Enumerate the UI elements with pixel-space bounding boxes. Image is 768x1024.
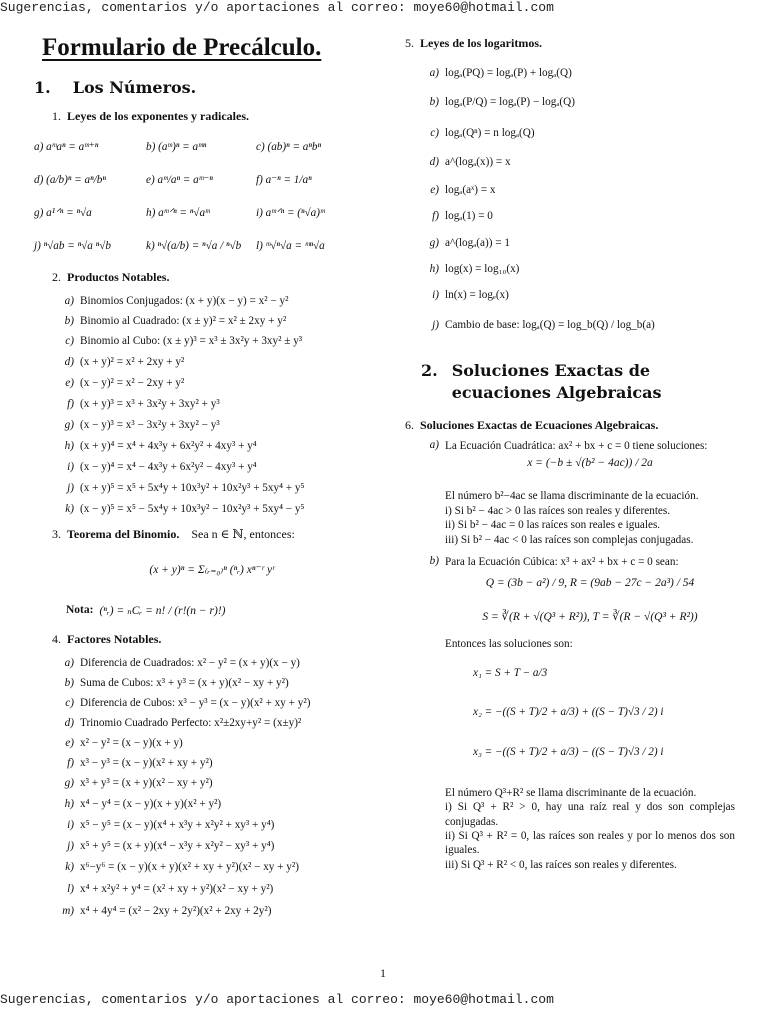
list-item <box>56 351 390 372</box>
item-formula: logₐ(1) = 0 <box>445 210 493 222</box>
subsection-number: 5. <box>405 36 414 50</box>
item-formula: x⁴ − y⁴ = (x − y)(x + y)(x² + y²) <box>80 797 222 810</box>
quadratic-case: iii) Si b² − 4ac < 0 las raíces son complejas conjugadas. <box>445 533 694 546</box>
list-item <box>56 835 390 856</box>
right-column <box>405 32 739 872</box>
item-formula: x² − y² = (x − y)(x + y) <box>80 737 183 749</box>
item-label: b) <box>429 555 439 568</box>
subsection-title: Leyes de los logaritmos. <box>420 36 542 50</box>
list-item <box>56 435 390 456</box>
cubic-case: iii) Si Q³ + R² < 0, las raíces son reales y diferentes. <box>445 858 677 871</box>
subsection-6-heading <box>405 418 739 433</box>
section-1-heading <box>34 78 390 97</box>
item-formula: Diferencia de Cubos: x³ − y³ = (x − y)(x² + xy + y²) <box>80 697 311 709</box>
subsection-number: 2. <box>52 270 61 284</box>
list-item <box>56 733 390 753</box>
item-label: g) <box>64 777 74 789</box>
item-formula: (x − y)⁴ = x⁴ − 4x³y + 6x²y² − 4xy³ + y⁴ <box>80 460 257 473</box>
item-formula: (x + y)⁴ = x⁴ + 4x³y + 6x²y² + 4xy³ + y⁴ <box>80 439 257 452</box>
list-item <box>421 203 739 229</box>
subsection-number: 6. <box>405 418 414 432</box>
notable-factors-list <box>56 653 390 922</box>
cubic-then: Entonces las soluciones son: <box>445 638 573 651</box>
list-item <box>56 331 390 351</box>
subsection-title: Productos Notables. <box>67 270 170 284</box>
subsection-4-heading <box>52 632 390 647</box>
subsection-title: Factores Notables. <box>67 632 162 646</box>
formula: j) ⁿ√ab = ⁿ√a ⁿ√b <box>34 239 111 252</box>
item-formula: x⁵ + y⁵ = (x + y)(x⁴ − x³y + x²y² − xy³ + y⁴) <box>80 839 275 852</box>
page-title: Formulario de Precálculo. <box>42 34 322 61</box>
quadratic-content <box>445 439 735 547</box>
item-formula: Cambio de base: logₐ(Q) = log_b(Q) / log_b(a) <box>445 319 655 331</box>
subsection-title: Leyes de los exponentes y radicales. <box>67 109 249 123</box>
formula: h) aᵐᐟⁿ = ⁿ√aᵐ <box>146 207 210 219</box>
item-label: a) <box>64 295 74 307</box>
item-formula: x⁶−y⁶ = (x − y)(x + y)(x² + xy + y²)(x² − xy + y²) <box>80 861 299 873</box>
item-formula: logₐ(Qⁿ) = n logₐ(Q) <box>445 127 535 139</box>
cubic-ST: S = ∛(R + √(Q³ + R²)), T = ∛(R − √(Q³ + R²)) <box>482 611 698 624</box>
item-label: d) <box>64 355 74 368</box>
log-laws-list <box>421 59 739 342</box>
list-item <box>56 773 390 793</box>
list-item <box>421 176 739 203</box>
item-formula: Binomio al Cuadrado: (x ± y)² = x² ± 2xy + y² <box>80 315 287 327</box>
cubic-x1: x₁ = S + T − a/3 <box>473 666 548 679</box>
formula: l) ᵐ√ⁿ√a = ᵐⁿ√a <box>256 239 325 252</box>
item-label: f) <box>67 397 74 410</box>
list-item <box>421 86 739 118</box>
subsection-title: Teorema del Binomio. <box>67 527 180 541</box>
quadratic-formula: x = (−b ± √(b² − 4ac)) / 2a <box>527 457 653 470</box>
item-label: l) <box>67 883 74 895</box>
subsection-number: 4. <box>52 632 61 646</box>
subsection-title: Soluciones Exactas de Ecuaciones Algebraicas. <box>420 418 659 432</box>
list-item <box>56 793 390 814</box>
item-formula: a^(logₐ(a)) = 1 <box>445 236 510 249</box>
item-label: m) <box>62 905 74 917</box>
formula: k) ⁿ√(a/b) = ⁿ√a / ⁿ√b <box>146 239 242 252</box>
binomial-formula: (x + y)ⁿ = Σ₍ᵣ₌₀₎ⁿ (ⁿᵣ) xⁿ⁻ʳ yʳ <box>149 564 275 576</box>
item-formula: log(x) = log₁₀(x) <box>445 263 520 275</box>
list-item <box>56 878 390 900</box>
list-item <box>56 498 390 519</box>
item-formula: (x + y)³ = x³ + 3x²y + 3xy² + y³ <box>80 397 220 410</box>
list-item <box>56 693 390 713</box>
item-label: b) <box>64 315 74 327</box>
item-label: d) <box>429 156 439 168</box>
item-label: h) <box>64 797 74 810</box>
formula: c) (ab)ⁿ = aⁿbⁿ <box>256 140 322 153</box>
cubic-block <box>421 555 739 872</box>
page-footer: Sugerencias, comentarios y/o aportaciones al correo: moye60@hotmail.com <box>0 992 554 1007</box>
list-item <box>56 291 390 311</box>
item-formula: Suma de Cubos: x³ + y³ = (x + y)(x² − xy + y²) <box>80 677 289 689</box>
item-label: f) <box>67 757 74 769</box>
item-label: d) <box>64 717 74 729</box>
item-formula: logₐ(P/Q) = logₐ(P) − logₐ(Q) <box>445 96 575 108</box>
list-item <box>56 814 390 835</box>
formula: i) aᵐᐟⁿ = (ⁿ√a)ᵐ <box>256 207 325 219</box>
list-item <box>421 59 739 86</box>
list-item <box>56 673 390 693</box>
cubic-note: El número Q³+R² se llama discriminante de la ecuación. <box>445 786 697 799</box>
list-item <box>56 372 390 393</box>
list-item <box>56 856 390 878</box>
item-formula: ln(x) = logₑ(x) <box>445 289 509 301</box>
cubic-case: i) Si Q³ + R² > 0, hay una raíz real y dos son complejas conjugadas. <box>445 801 735 828</box>
item-formula: (x − y)⁵ = x⁵ − 5x⁴y + 10x³y² − 10x²y³ + 5xy⁴ − y⁵ <box>80 502 305 515</box>
list-item <box>56 393 390 414</box>
list-item <box>56 713 390 733</box>
item-formula: (x + y)² = x² + 2xy + y² <box>80 355 185 368</box>
section-title: Soluciones Exactas de ecuaciones Algebraicas <box>451 361 662 402</box>
section-title: Los Números. <box>72 78 197 97</box>
note-label: Nota: <box>66 604 94 616</box>
subsection-1-heading <box>52 109 390 124</box>
quadratic-case: i) Si b² − 4ac > 0 las raíces son reales y diferentes. <box>445 504 671 517</box>
cubic-intro: Para la Ecuación Cúbica: x³ + ax² + bx + c = 0 sean: <box>445 556 679 569</box>
cubic-x3: x₃ = −((S + T)/2 + a/3) − ((S − T)√3 / 2) i <box>473 745 664 758</box>
item-label: g) <box>64 418 74 431</box>
exponent-laws-grid <box>34 130 390 262</box>
formula: g) a¹ᐟⁿ = ⁿ√a <box>34 207 92 219</box>
quadratic-intro: La Ecuación Cuadrática: ax² + bx + c = 0 tiene soluciones: <box>445 440 708 452</box>
list-item <box>421 308 739 342</box>
item-label: k) <box>65 502 74 515</box>
item-label: c) <box>65 697 74 709</box>
cubic-QR: Q = (3b − a²) / 9, R = (9ab − 27c − 2a³) / 54 <box>485 577 695 590</box>
list-item <box>56 753 390 773</box>
quadratic-note: El número b²−4ac se llama discriminante de la ecuación. <box>445 490 699 503</box>
list-item <box>56 456 390 477</box>
cubic-x2: x₂ = −((S + T)/2 + a/3) + ((S − T)√3 / 2) i <box>473 705 664 718</box>
list-item <box>421 229 739 256</box>
formula: b) (aᵐ)ⁿ = aᵐⁿ <box>146 140 207 153</box>
notable-products-list <box>56 291 390 519</box>
section-number: 1. <box>34 78 51 97</box>
subsection-5-heading <box>405 36 739 51</box>
item-formula: logₐ(aˣ) = x <box>445 183 496 196</box>
item-label: c) <box>430 127 439 139</box>
item-label: j) <box>432 319 439 331</box>
item-formula: x⁵ − y⁵ = (x − y)(x⁴ + x³y + x²y² + xy³ + y⁴) <box>80 818 275 831</box>
item-label: g) <box>429 236 439 249</box>
list-item <box>56 311 390 331</box>
list-item <box>421 282 739 308</box>
list-item <box>421 148 739 176</box>
item-formula: x³ + y³ = (x + y)(x² − xy + y²) <box>80 777 213 789</box>
item-label: i) <box>67 460 74 473</box>
item-label: i) <box>432 289 439 301</box>
subsection-3-heading <box>52 527 390 542</box>
item-label: b) <box>429 96 439 108</box>
item-label: j) <box>67 839 74 852</box>
item-formula: Diferencia de Cuadrados: x² − y² = (x + y)(x − y) <box>80 657 300 669</box>
binomial-intro: Sea n ∈ ℕ, entonces: <box>191 527 295 541</box>
section-number: 2. <box>421 361 438 380</box>
binomial-note <box>66 598 390 622</box>
item-label: k) <box>65 861 74 873</box>
item-label: a) <box>64 657 74 669</box>
item-formula: x⁴ + x²y² + y⁴ = (x² + xy + y²)(x² − xy + y²) <box>80 883 274 895</box>
subsection-number: 3. <box>52 527 61 541</box>
formula: e) aᵐ/aⁿ = aᵐ⁻ⁿ <box>146 174 213 186</box>
item-formula: (x − y)² = x² − 2xy + y² <box>80 376 185 389</box>
item-label: j) <box>67 481 74 494</box>
quadratic-case: ii) Si b² − 4ac = 0 las raíces son reales e iguales. <box>445 519 661 532</box>
item-formula: Binomios Conjugados: (x + y)(x − y) = x² − y² <box>80 295 289 307</box>
item-formula: a^(logₐ(x)) = x <box>445 156 511 168</box>
item-label: e) <box>65 376 74 389</box>
list-item <box>421 256 739 282</box>
item-formula: (x − y)³ = x³ − 3x²y + 3xy² − y³ <box>80 418 220 431</box>
cubic-case: ii) Si Q³ + R² = 0, las raíces son reales y por lo menos dos son iguales. <box>445 830 735 857</box>
quadratic-block <box>421 439 739 547</box>
item-label: i) <box>67 818 74 831</box>
left-column <box>34 32 390 922</box>
item-label: b) <box>64 677 74 689</box>
page-header: Sugerencias, comentarios y/o aportaciones al correo: moye60@hotmail.com <box>0 0 554 15</box>
note-formula: (ⁿᵣ) = ₙCᵣ = n! / (r!(n − r)!) <box>99 605 226 617</box>
item-label: h) <box>64 439 74 452</box>
item-label: c) <box>65 335 74 347</box>
item-formula: logₐ(PQ) = logₐ(P) + logₐ(Q) <box>445 66 572 79</box>
item-formula: x⁴ + 4y⁴ = (x² − 2xy + 2y²)(x² + 2xy + 2y²) <box>80 905 272 917</box>
list-item <box>56 900 390 922</box>
item-label: f) <box>432 210 439 222</box>
formula: f) a⁻ⁿ = 1/aⁿ <box>256 174 312 186</box>
item-label: h) <box>429 263 439 275</box>
list-item <box>56 653 390 673</box>
item-label: a) <box>429 439 439 451</box>
item-label: e) <box>65 737 74 749</box>
list-item <box>56 414 390 435</box>
formula: a) aᵐaⁿ = aᵐ⁺ⁿ <box>34 141 99 153</box>
subsection-number: 1. <box>52 109 61 123</box>
subsection-2-heading <box>52 270 390 285</box>
page-number: 1 <box>380 966 386 980</box>
item-label: a) <box>429 66 439 79</box>
item-label: e) <box>430 183 439 196</box>
item-formula: (x + y)⁵ = x⁵ + 5x⁴y + 10x³y² + 10x²y³ + 5xy⁴ + y⁵ <box>80 481 305 494</box>
cubic-content <box>445 555 735 872</box>
item-formula: x³ − y³ = (x − y)(x² + xy + y²) <box>80 757 213 769</box>
item-formula: Binomio al Cubo: (x ± y)³ = x³ ± 3x²y + 3xy² ± y³ <box>80 335 303 347</box>
formula: d) (a/b)ⁿ = aⁿ/bⁿ <box>34 173 106 186</box>
item-formula: Trinomio Cuadrado Perfecto: x²±2xy+y² = (x±y)² <box>80 717 302 729</box>
list-item <box>56 477 390 498</box>
list-item <box>421 118 739 148</box>
section-2-heading <box>421 360 739 404</box>
